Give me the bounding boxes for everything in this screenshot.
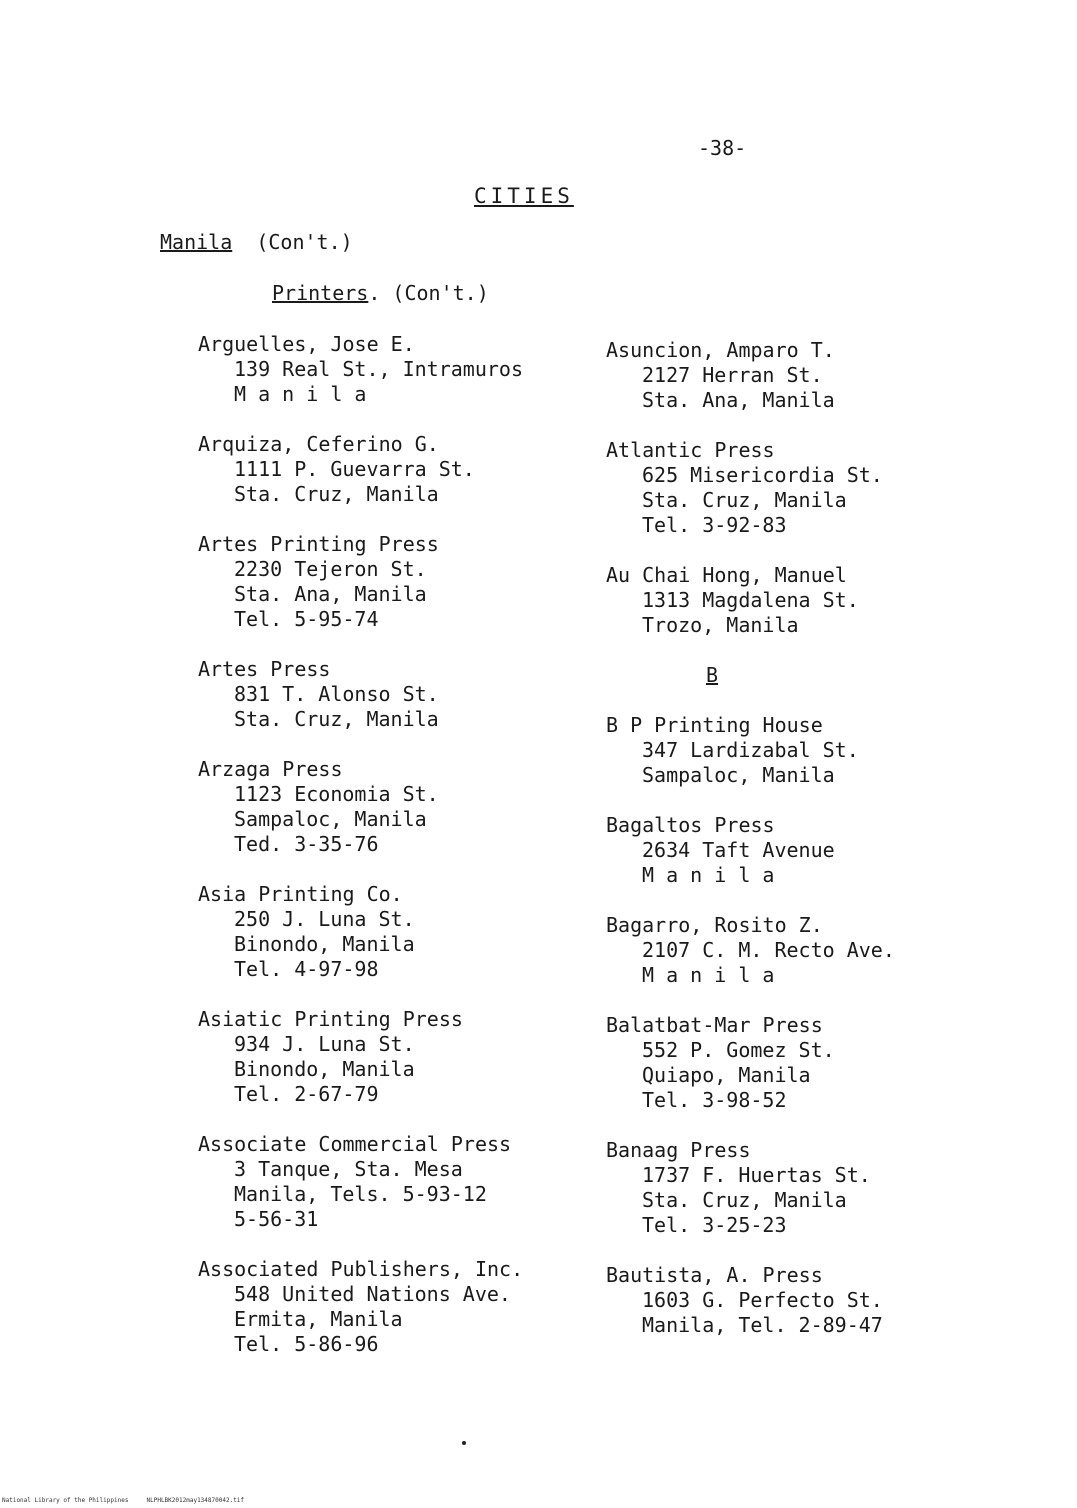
entry-name: Associated Publishers, Inc. xyxy=(198,1257,524,1281)
entry-name: B P Printing House xyxy=(606,713,823,737)
entry-address-line: 1737 F. Huertas St. xyxy=(642,1163,871,1187)
entry-address-line: Sta. Cruz, Manila xyxy=(234,707,439,731)
directory-entry xyxy=(198,657,523,732)
entry-address-line: 831 T. Alonso St. xyxy=(234,682,439,706)
entry-address-line: Sta. Ana, Manila xyxy=(234,582,427,606)
entry-name: Bagaltos Press xyxy=(606,813,775,837)
entry-address-line: Sta. Ana, Manila xyxy=(642,388,835,412)
entry-address-line: 934 J. Luna St. xyxy=(234,1032,415,1056)
entry-address-line: Sampaloc, Manila xyxy=(234,807,427,831)
decorative-dot xyxy=(462,1441,466,1445)
entry-address-line: M a n i l a xyxy=(642,963,775,987)
entry-name: Arzaga Press xyxy=(198,757,343,781)
directory-entry xyxy=(606,1263,895,1338)
entry-name: Balatbat-Mar Press xyxy=(606,1013,823,1037)
entry-address-line: Sta. Cruz, Manila xyxy=(642,1188,847,1212)
entry-address-line: 2634 Taft Avenue xyxy=(642,838,835,862)
entry-address-line: Tel. 3-92-83 xyxy=(642,513,787,537)
entry-address-line: 1313 Magdalena St. xyxy=(642,588,859,612)
city-suffix: (Con't.) xyxy=(256,230,353,254)
scan-footer: National Library of the Philippines NLPHLBK2012may134870042.tif xyxy=(2,1497,245,1504)
directory-entry xyxy=(606,913,895,988)
entry-address-line: Sta. Cruz, Manila xyxy=(234,482,439,506)
directory-entry xyxy=(606,563,895,638)
entry-address-line: 625 Misericordia St. xyxy=(642,463,883,487)
directory-entry xyxy=(198,332,523,407)
letter-heading: B xyxy=(706,663,719,687)
category-heading xyxy=(272,281,489,305)
entry-address-line: Tel. 5-95-74 xyxy=(234,607,379,631)
directory-entry xyxy=(606,1013,895,1113)
directory-entry xyxy=(606,438,895,538)
entry-address-line: Tel. 5-86-96 xyxy=(234,1332,379,1356)
entry-address-line: Sta. Cruz, Manila xyxy=(642,488,847,512)
entry-address-line: Sampaloc, Manila xyxy=(642,763,835,787)
right-entries-a xyxy=(606,338,895,638)
entry-name: Asia Printing Co. xyxy=(198,882,403,906)
entry-address-line: 548 United Nations Ave. xyxy=(234,1282,511,1306)
left-column xyxy=(198,332,523,1382)
entry-address-line: Trozo, Manila xyxy=(642,613,799,637)
right-column xyxy=(606,338,895,1363)
directory-entry xyxy=(198,532,523,632)
directory-entry xyxy=(198,1132,523,1232)
entry-address-line: M a n i l a xyxy=(234,382,367,406)
directory-entry xyxy=(606,338,895,413)
entry-address-line: Quiapo, Manila xyxy=(642,1063,811,1087)
entry-address-line: Ermita, Manila xyxy=(234,1307,403,1331)
entry-name: Arquiza, Ceferino G. xyxy=(198,432,439,456)
entry-name: Atlantic Press xyxy=(606,438,775,462)
page-number: -38- xyxy=(698,136,747,160)
entry-address-line: M a n i l a xyxy=(642,863,775,887)
entry-name: Bagarro, Rosito Z. xyxy=(606,913,823,937)
entry-address-line: 2107 C. M. Recto Ave. xyxy=(642,938,895,962)
entry-address-line: Manila, Tels. 5-93-12 xyxy=(234,1182,487,1206)
entry-address-line: 3 Tanque, Sta. Mesa xyxy=(234,1157,463,1181)
directory-entry xyxy=(198,1257,523,1357)
entry-name: Associate Commercial Press xyxy=(198,1132,512,1156)
entry-name: Artes Printing Press xyxy=(198,532,439,556)
directory-entry xyxy=(606,813,895,888)
entry-address-line: 552 P. Gomez St. xyxy=(642,1038,835,1062)
entry-address-line: 2230 Tejeron St. xyxy=(234,557,427,581)
entry-address-line: 1111 P. Guevarra St. xyxy=(234,457,475,481)
entry-address-line: 5-56-31 xyxy=(234,1207,319,1231)
entry-address-line: Tel. 3-25-23 xyxy=(642,1213,787,1237)
entry-name: Bautista, A. Press xyxy=(606,1263,823,1287)
entry-address-line: 139 Real St., Intramuros xyxy=(234,357,523,381)
entry-address-line: Binondo, Manila xyxy=(234,1057,415,1081)
entry-address-line: 347 Lardizabal St. xyxy=(642,738,859,762)
entry-address-line: Tel. 4-97-98 xyxy=(234,957,379,981)
entry-address-line: Binondo, Manila xyxy=(234,932,415,956)
entry-name: Artes Press xyxy=(198,657,331,681)
directory-entry xyxy=(606,1138,895,1238)
directory-entry xyxy=(198,432,523,507)
entry-address-line: Tel. 2-67-79 xyxy=(234,1082,379,1106)
category-name: Printers xyxy=(272,281,369,305)
category-suffix: . (Con't.) xyxy=(368,281,489,305)
directory-entry xyxy=(198,1007,523,1107)
directory-entry xyxy=(198,757,523,857)
section-title: CITIES xyxy=(474,184,574,208)
entry-name: Asiatic Printing Press xyxy=(198,1007,463,1031)
right-entries-b xyxy=(606,713,895,1338)
entry-name: Arguelles, Jose E. xyxy=(198,332,415,356)
entry-address-line: Tel. 3-98-52 xyxy=(642,1088,787,1112)
entry-address-line: 250 J. Luna St. xyxy=(234,907,415,931)
entry-name: Asuncion, Amparo T. xyxy=(606,338,835,362)
entry-address-line: 1603 G. Perfecto St. xyxy=(642,1288,883,1312)
city-heading xyxy=(160,230,353,254)
entry-name: Banaag Press xyxy=(606,1138,751,1162)
city-name: Manila xyxy=(160,230,233,254)
entry-name: Au Chai Hong, Manuel xyxy=(606,563,847,587)
entry-address-line: 2127 Herran St. xyxy=(642,363,823,387)
directory-entry xyxy=(606,713,895,788)
entry-address-line: 1123 Economia St. xyxy=(234,782,439,806)
directory-entry xyxy=(198,882,523,982)
entry-address-line: Ted. 3-35-76 xyxy=(234,832,379,856)
entry-address-line: Manila, Tel. 2-89-47 xyxy=(642,1313,883,1337)
